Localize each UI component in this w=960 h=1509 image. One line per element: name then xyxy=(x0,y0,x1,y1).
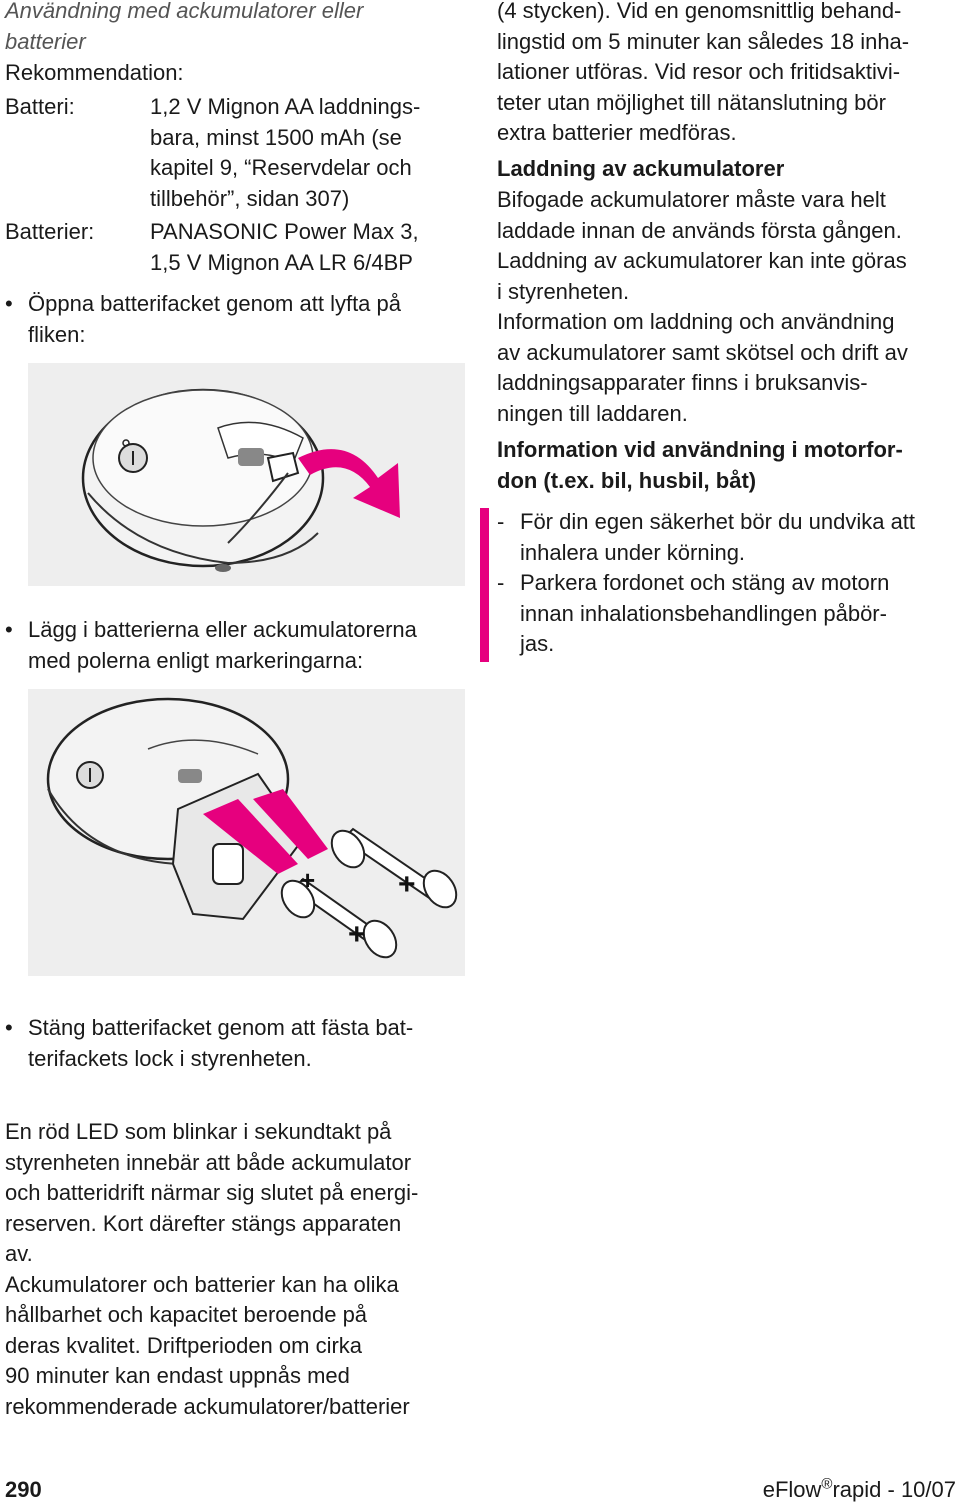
bullet-close-compartment: • Stäng batterifacket genom att fästa bat- terifackets lock i styrenheten. xyxy=(5,1015,414,1071)
plus-label: + xyxy=(348,918,366,951)
batteries-illustration xyxy=(28,689,465,976)
battery-value-2: PANASONIC Power Max 3, 1,5 V Mignon AA LR 6/4BP xyxy=(150,219,419,275)
page-number: 290 xyxy=(5,1477,42,1502)
figure-open-compartment xyxy=(28,363,465,586)
battery-label-2: Batterier: xyxy=(5,219,95,244)
warning-item-parking: - Parkera fordonet och stäng av motorn innan inhalationsbehandlingen påbör- jas. xyxy=(497,570,890,656)
bullet-open-compartment: • Öppna batterifacket genom att lyfta på fliken: xyxy=(5,291,402,347)
charging-heading: Laddning av ackumulatorer xyxy=(497,156,785,181)
plus-label: + xyxy=(300,865,316,895)
battery-icon xyxy=(275,875,403,964)
battery-icon xyxy=(325,825,463,914)
led-note: En röd LED som blinkar i sekundtakt på styrenheten innebär att både ackumulator och batteridrift närmar sig slutet på energi- reserven. Kort därefter stängs apparaten av. Ackumulatorer och batterier kan ha olika hållbarhet och kapacitet beroende på deras kvalitet. Driftperioden om cirka 90 minuter kan endast uppnås med rekommenderade ackumulatorer/batterier xyxy=(5,1119,419,1419)
capacity-paragraph: (4 stycken). Vid en genomsnittlig behand- lingstid om 5 minuter kan således 18 inha- lationer utföras. Vid resor och fritidsaktivi- teter utan möjlighet till nätanslutning bör extra batterier medföras. xyxy=(497,0,910,145)
registered-mark: ® xyxy=(821,1475,833,1493)
charging-paragraph: Bifogade ackumulatorer måste vara helt laddade innan de används första gången. Laddning av ackumulatorer kan inte göras i styrenheten. Information om laddning och användning av ackumulatorer samt skötsel och drift av laddningsapparater finns i bruksanvis- ningen till laddaren. xyxy=(497,187,908,426)
battery-value-1: 1,2 V Mignon AA laddnings- bara, minst 1500 mAh (se kapitel 9, “Reservdelar och tillbehör”, sidan 307) xyxy=(150,94,421,211)
product-suffix: rapid - 10/07 xyxy=(832,1477,956,1502)
warning-bar xyxy=(480,508,489,662)
vehicle-heading: Information vid användning i motorfor- don (t.ex. bil, husbil, båt) xyxy=(497,437,903,493)
recommendation-label: Rekommendation: xyxy=(5,60,184,85)
battery-label-1: Batteri: xyxy=(5,94,75,119)
product-name: eFlow xyxy=(762,1477,822,1502)
device-open-illustration xyxy=(28,363,465,586)
figure-insert-batteries xyxy=(28,689,465,976)
product-footer xyxy=(763,1475,956,1506)
section-heading: Användning med ackumulatorer eller batterier xyxy=(5,0,364,54)
plus-label: + xyxy=(398,868,416,901)
warning-item-driving: - För din egen säkerhet bör du undvika att inhalera under körning. xyxy=(497,509,916,565)
bullet-insert-batteries: • Lägg i batterierna eller ackumulatorerna med polerna enligt markeringarna: xyxy=(5,617,417,673)
